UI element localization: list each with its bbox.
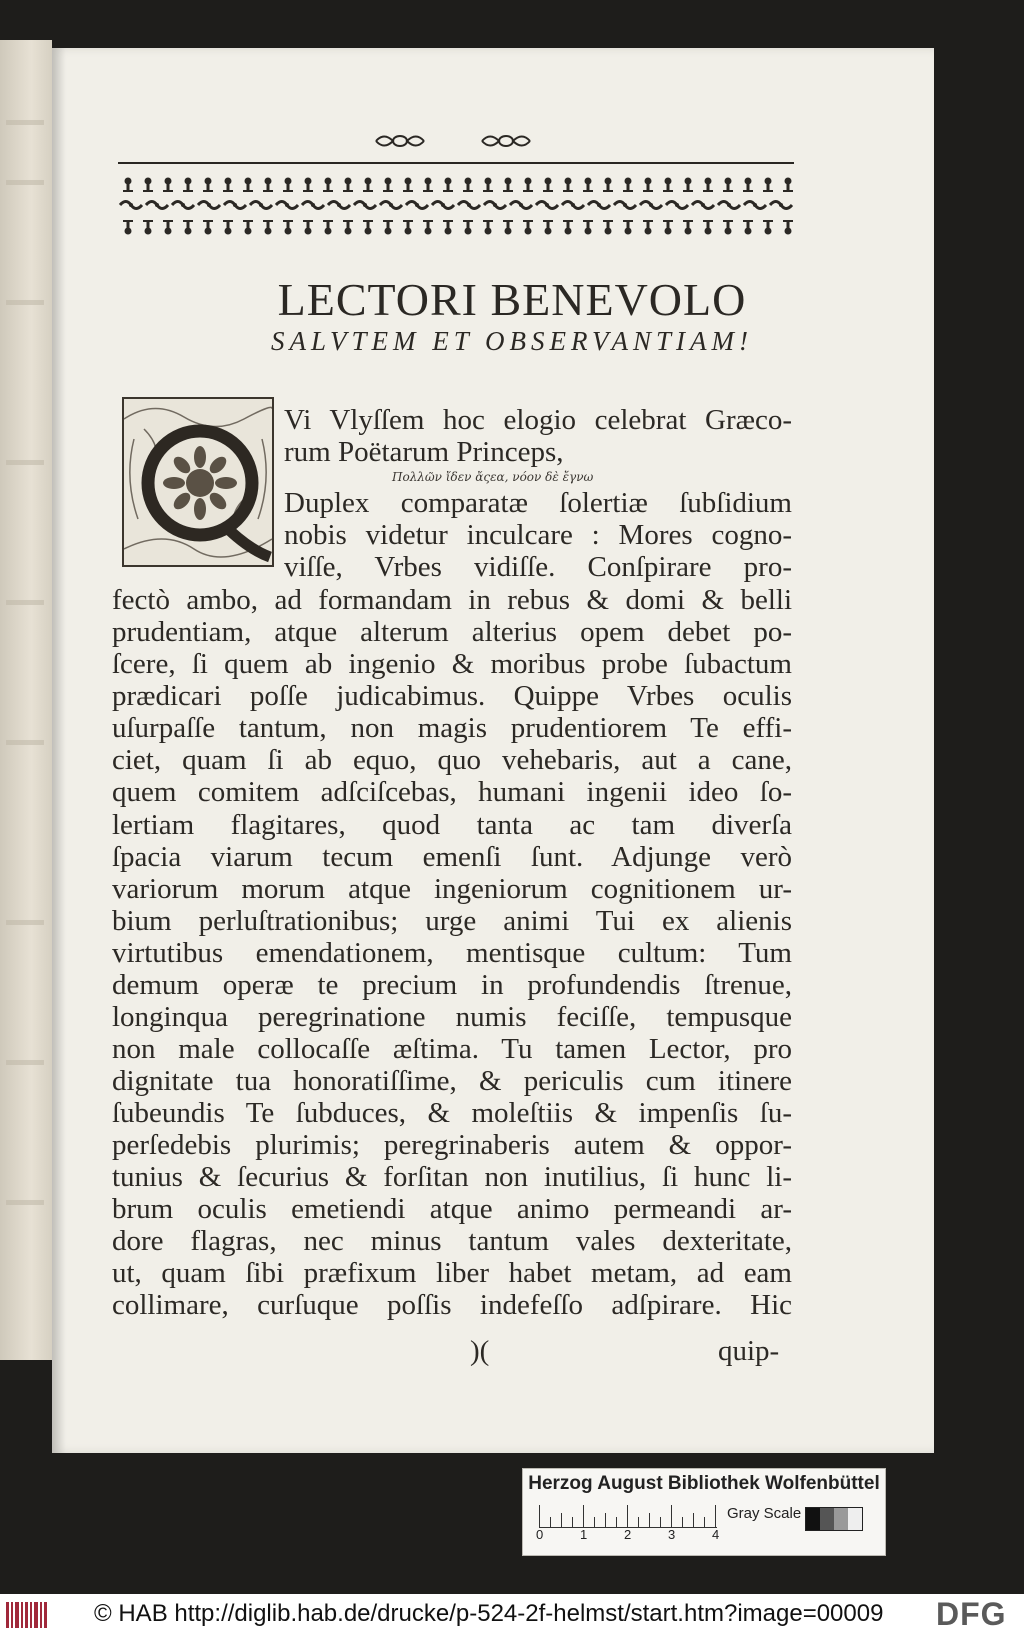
text-line: virtutibus emendationem, mentisque cultum: Tum <box>112 937 792 969</box>
catchword: quip- <box>718 1335 780 1367</box>
text-line: longinqua peregrinatione numis feciſſe, tempusque <box>112 1001 792 1033</box>
barcode-icon <box>6 1602 48 1628</box>
text-line: ſcere, ſi quem ab ingenio & moribus probe ſubactum <box>112 648 792 680</box>
text-line: non male collocaſſe æſtima. Tu tamen Lector, pro <box>112 1033 792 1065</box>
ornament-band-2 <box>118 198 794 212</box>
text-line: ut, quam ſibi præfixum liber habet metam, ad eam <box>112 1257 792 1289</box>
text-line: Vi Vlyſſem hoc elogio celebrat Græco- <box>284 404 792 436</box>
text-line: dignitate tua honoratiſſime, & periculis cum itinere <box>112 1065 792 1097</box>
text-line: ſpacia viarum tecum emenſi ſunt. Adjunge verò <box>112 841 792 873</box>
text-line: demum operæ te precium in profundendis ſtrenue, <box>112 969 792 1001</box>
scale-number: 0 <box>536 1527 544 1542</box>
text-line: ſubeundis Te ſubduces, & moleſtiis & impenſis ſu- <box>112 1097 792 1129</box>
scale-number: 3 <box>668 1527 676 1542</box>
decorated-initial-q <box>122 397 274 567</box>
signature-mark: )( <box>470 1335 490 1367</box>
color-calibration-card <box>522 1468 886 1556</box>
text-line: Duplex comparatæ ſolertiæ ſubſidium <box>284 487 792 519</box>
text-line: fectò ambo, ad formandam in rebus & domi & belli <box>112 584 792 616</box>
page-gutter-shadow <box>52 48 66 1453</box>
text-line: rum Poëtarum Princeps, <box>284 436 564 468</box>
text-line: viſſe, Vrbes vidiſſe. Conſpirare pro- <box>284 551 792 583</box>
scale-number: 1 <box>580 1527 588 1542</box>
ornament-band-1 <box>118 176 794 194</box>
left-page-edge <box>0 40 52 1360</box>
card-title: Herzog August Bibliothek Wolfenbüttel <box>528 1473 880 1494</box>
dfg-logo: DFG <box>936 1596 1007 1632</box>
page-subheading: SALVTEM ET OBSERVANTIAM! <box>271 326 753 356</box>
text-line: collimare, curſuque poſſis indefeſſo adſpirare. Hic <box>112 1289 792 1321</box>
text-line: tunius & ſecurius & forſitan non inutilius, ſi hunc li- <box>112 1161 792 1193</box>
ornament-band-3 <box>118 218 794 236</box>
text-line: bium perluſtrationibus; urge animi Tui ex alienis <box>112 905 792 937</box>
footer-link[interactable]: © HAB http://diglib.hab.de/drucke/p-524-2f-helmst/start.htm?image=00009 <box>94 1600 884 1627</box>
text-line: variorum morum atque ingeniorum cognitionem ur- <box>112 873 792 905</box>
text-line: prædicari poſſe judicabimus. Quippe Vrbes oculis <box>112 680 792 712</box>
fleuron-ornament-right <box>480 130 532 152</box>
text-line: brum oculis emetiendi atque animo permeandi ar- <box>112 1193 792 1225</box>
gray-scale-swatch <box>805 1507 863 1531</box>
text-line: quem comitem adſciſcebas, humani ingenii ideo ſo- <box>112 776 792 808</box>
text-line: uſurpaſſe tantum, non magis prudentiorem Te effi- <box>112 712 792 744</box>
scale-number: 4 <box>712 1527 720 1542</box>
greek-quotation: Πολλῶν ἴδεν ἄςεα, νόον δὲ ἔγνω <box>392 470 594 484</box>
text-line: perſedebis plurimis; peregrinaberis autem & oppor- <box>112 1129 792 1161</box>
text-line: prudentiam, atque alterum alterius opem debet po- <box>112 616 792 648</box>
text-line: nobis videtur inculcare : Mores cogno- <box>284 519 792 551</box>
scale-number: 2 <box>624 1527 632 1542</box>
gray-scale-label: Gray Scale <box>727 1505 802 1522</box>
text-line: lertiam flagitares, quod tanta ac tam diverſa <box>112 809 792 841</box>
ornament-rule <box>118 162 794 164</box>
text-line: dore flagras, nec minus tantum vales dexteritate, <box>112 1225 792 1257</box>
fleuron-ornament-left <box>374 130 426 152</box>
text-line: ciet, quam ſi ab equo, quo vehebaris, aut a cane, <box>112 744 792 776</box>
page-heading: LECTORI BENEVOLO <box>277 274 747 325</box>
footer-bar <box>0 1594 1024 1635</box>
scale-ruler <box>539 1505 717 1528</box>
